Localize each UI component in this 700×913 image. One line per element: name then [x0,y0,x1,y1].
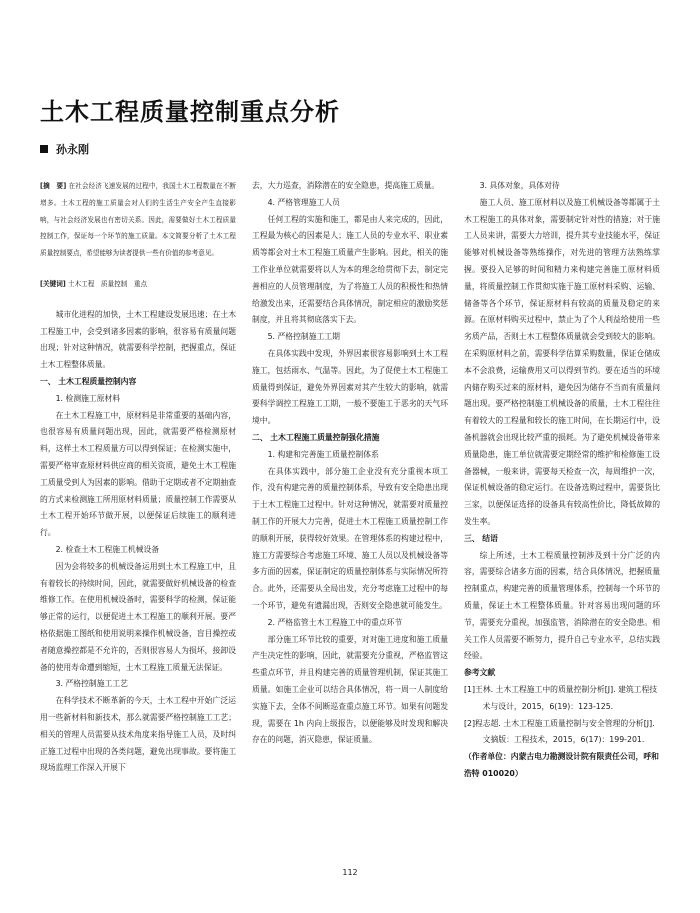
author-affiliation: （作者单位：内蒙古电力勘测设计院有限责任公司，呼和浩特 010020） [464,752,659,778]
abstract [40,178,236,262]
section-heading-2: 二、 土木工程施工质量控制强化措施 [252,432,380,442]
square-bullet-icon [40,145,48,153]
subheading-2-2: 2. 严格监管土木工程施工中的重点环节 [267,617,403,627]
conclusion-paragraph: 综上所述，土木工程质量控制涉及到十分广泛的内容，需要综合诸多方面的因素，结合具体情况，把握质量控制重点，构建完善的质量管理体系，控制每一个环节的质量，保证土木工程整体质量。针对容易出现问题的环节，需要充分重视，加强监管，消除潜在的安全隐患。相关工作人员需要不断努力，提升自己专业水平，总结实践经验。 [464,550,660,661]
column-1 [40,178,236,777]
subheading-1-4: 4. 严格管理施工人员 [267,197,340,207]
references-heading: 参考文献 [464,668,496,678]
paragraph-2-1: 在具体实践中，部分施工企业没有充分重视本项工作，没有构建完善的质量控制体系，导致有安全隐患出现于土木工程施工过程中。针对这种情况，就需要对质量控制工作的开展大力完善，促进土木工程施工质量控制工作的顺利开展，获得较好效果。在管理体系的构建过程中，施工方需要综合考虑施工环境、施工人员以及机械设备等多方面的因素，保证制定的质量控制体系与实际情况所符合。此外，还需要从全局出发，充分考虑施工过程中的每一个环节，避免有遗漏出现，否则安全隐患就可能发生。 [252,466,448,610]
paragraph-1-1: 在土木工程施工中，原材料是非常重要的基础内容，也很容易有质量问题出现，因此，就需要严格检测原材料，这样土木工程质量方可以得到保证；在检测实施中，需要严格审查原材料供应商的相关资质，避免土木工程施工质量受到人为因素的影响。借助于定期或者不定期抽查的方式来检测施工所用原材料质量；质量控制工作需要从土木工程开始环节做开展，以便保证后续施工的顺利进行。 [40,410,236,538]
page-number: 112 [342,868,358,877]
paragraph-1-3-continued: 去，大力巡查，消除潜在的安全隐患，提高施工质量。 [252,181,440,190]
keywords [40,276,236,293]
intro-paragraph: 城市化进程的加快，土木工程建设发展迅速；在土木工程施工中，会受到诸多因素的影响，很容易有质量问题出现；针对这种情况，就需要科学控制，把握重点，保证土木工程整体质量。 [40,309,236,370]
section-heading-3: 三、 结语 [464,533,498,543]
keywords-label: [关键词] [40,279,66,288]
paragraph-1-4: 任何工程的实施和施工，都是由人来完成的，因此，工程最为核心的因素是人；施工人员的专业水平、职业素质等都会对土木工程施工质量产生影响。因此，相关的施工作业单位就需要将以人为本的理念给贯彻下去，制定完善相应的人员管理制度，为了将施工人员的积极性和热情给激发出来，还需要结合具体情况，制定相应的激励奖惩制度，并且将其彻底落实下去。 [252,214,448,325]
subheading-1-5: 5. 严格控制施工工期 [267,332,340,342]
article-title: 土木工程质量控制重点分析 [40,98,340,126]
paragraph-1-3: 在科学技术不断革新的今天，土木工程中开始广泛运用一些新材料和新技术，那么就需要严格控制施工工艺；相关的管理人员需要从技术角度来指导施工人员，及时纠正施工过程中出现的各类问题，避免出现事故。要将施工现场监理工作深入开展下 [40,696,236,773]
abstract-text: 在社会经济飞速发展的过程中，我国土木工程数量在不断增多。土木工程的施工质量会对人们的生活生产安全产生直接影响，与社会经济发展也有密切关系。因此，需要做好土木工程质量控制工作，保证每一个环节的施工质量。本文简要分析了土木工程质量控制要点，希望能够为读者提供一些有价值的参考意见。 [40,182,236,258]
paragraph-2-3: 施工人员、施工原材料以及施工机械设备等都属于土木工程施工的具体对象，需要制定针对性的措施；对于施工人员来讲，需要大力培训，提升其专业技能水平，保证能够对机械设备等熟练操作，对先进的管理方法熟练掌握。要投入足够的时间和精力来构建完善施工原材料质量，将质量控制工作贯彻实施于施工原材料采购、运输、储备等各个环节，保证原材料有较高的质量及稳定的来源。在原材料购买过程中，禁止为了个人利益给使用一些劣质产品，否则土木工程整体质量就会受到较大的影响。在采购原材料之前，需要科学估算采购数量，保证仓储成本不会浪费，运输费用又可以得到节约。要在适当的环境内储存购买过来的原材料，避免因为储存不当而有质量问题出现。要严格控制施工机械设备的质量，土木工程往往有着较大的工程量和较长的施工时间，在长期运行中，设备机器就会出现比较严重的损耗。为了避免机械设备带来质量隐患，施工单位就需要定期经常的维护和检修施工设备器械，一般来讲，需要每天检查一次，每周维护一次，保证机械设备的稳定运行。在设备选购过程中，需要货比三家，以便保证选择的设备具有较高性价比，降低故障的发生率。 [464,197,660,526]
paragraph-1-5: 在具体实践中发现，外界因素很容易影响到土木工程施工，包括雨水、气温等。因此，为了促使土木工程施工质量得到保证，避免外界因素对其产生较大的影响，就需要科学调控工程施工工期，一般不要施工于恶劣的天气环境中。 [252,348,448,426]
subheading-2-3: 3. 具体对象，具体对待 [479,181,560,190]
column-2 [252,178,448,749]
column-3 [464,178,660,783]
paragraph-2-2: 部分施工环节比较的重要，对对施工进度和施工质量产生决定性的影响，因此，就需要充分重视，严格监管这些重点环节，并且构建完善的质量管理机制，保证其施工质量。如施工企业可以结合具体情况，将一周一人制度给实施下去，全体不间断巡查重点施工环节。如果有问题发现，需要在 1h 内向上级报告，以便能够及时发现和解决存在的问题，消灭隐患，保证质量。 [252,634,448,745]
subheading-1-3: 3. 严格控制施工工艺 [55,679,128,689]
article-body [40,178,664,878]
paragraph-1-2: 因为会将较多的机械设备运用到土木工程施工中，且有着较长的持续时间，因此，就需要做好机械设备的检查维修工作。在使用机械设备时，需要科学的检测，保证能够正常的运行，以便促进土木工程施工的顺利开展。要严格依据施工图纸和使用说明来操作机械设备，盲目操控或者随意操控都是不允许的，否则很容易人为损坏，接卸设备的使用寿命遭到缩短，土木工程施工质量无法保证。 [40,561,236,672]
subheading-1-2: 2. 检查土木工程施工机械设备 [55,544,160,554]
subheading-1-1: 1. 检测施工原材料 [55,393,121,403]
keywords-text: 土木工程 质量控制 重点 [67,279,148,288]
author-line [40,141,89,157]
subheading-2-1: 1. 构建和完善施工质量控制体系 [267,449,379,459]
abstract-label: [摘 要] [40,182,67,190]
reference-2: [2]程志超. 土木工程施工质量控制与安全管理的分析[J]. 文摘版：工程技术，2015，6(17)：199-201. [464,718,655,745]
section-heading-1: 一、 土木工程质量控制内容 [40,376,137,386]
author-name: 孙永刚 [56,143,89,156]
reference-1: [1]王林. 土木工程施工中的质量控制分析[J]. 建筑工程技术与设计，2015，6(19)：123-125. [464,684,658,711]
